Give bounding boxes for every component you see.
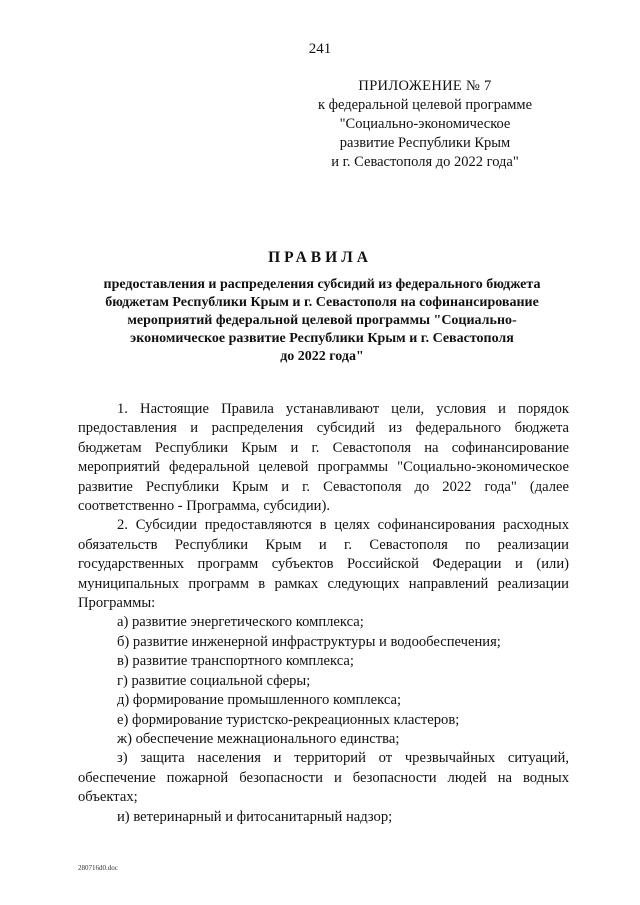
list-item: з) защита населения и территорий от чрезвычайных ситуаций, обеспечение пожарной безопасности и безопасности людей на водных объектах;	[78, 750, 569, 806]
rules-subtitle-line: бюджетам Республики Крым и г. Севастополя на софинансирование	[105, 295, 539, 310]
page-number: 241	[308, 41, 332, 57]
appendix-header	[300, 77, 550, 172]
footer-filename: 280716d0.doc	[78, 864, 118, 872]
rules-subtitle-line: предоставления и распределения субсидий из федерального бюджета	[103, 277, 541, 292]
rules-subtitle-line: до 2022 года"	[280, 349, 364, 364]
list-item: д) формирование промышленного комплекса;	[117, 692, 402, 709]
appendix-title: ПРИЛОЖЕНИЕ № 7	[358, 78, 492, 94]
rules-subtitle-line: мероприятий федеральной целевой программы "Социально-	[127, 313, 517, 328]
rules-title: ПРАВИЛА	[268, 249, 372, 266]
appendix-line: и г. Севастополя до 2022 года"	[331, 154, 519, 170]
list-item: в) развитие транспортного комплекса;	[117, 653, 354, 670]
document-body	[78, 400, 569, 827]
paragraph-1: 1. Настоящие Правила устанавливают цели, условия и порядок предоставления и распределения субсидий из федерального бюджета бюджетам Республики Крым и г. Севастополя на софинансирование мероприятий федеральной целевой программы "Социально-экономическое развитие Республики Крым и г. Севастополя до 2022 года" (далее соответственно - Программа, субсидии).	[78, 401, 569, 515]
paragraph-2: 2. Субсидии предоставляются в целях софинансирования расходных обязательств Республики Крым и г. Севастополя по реализации государственных программ субъектов Российской Федерации и (или) муниципальных программ в рамках следующих направлений реализации Программы:	[78, 517, 569, 612]
appendix-line: "Социально-экономическое	[339, 116, 511, 132]
list-item: е) формирование туристско-рекреационных кластеров;	[117, 711, 460, 728]
appendix-line: развитие Республики Крым	[339, 135, 511, 151]
list-item: б) развитие инженерной инфраструктуры и водообеспечения;	[117, 633, 501, 650]
list-item: г) развитие социальной сферы;	[117, 672, 311, 689]
list-item: а) развитие энергетического комплекса;	[117, 614, 364, 631]
rules-subtitle	[80, 276, 564, 366]
list-item: и) ветеринарный и фитосанитарный надзор;	[117, 808, 393, 825]
list-item: ж) обеспечение межнационального единства;	[117, 730, 400, 747]
appendix-line: к федеральной целевой программе	[317, 97, 533, 113]
rules-subtitle-line: экономическое развитие Республики Крым и г. Севастополя	[130, 331, 514, 346]
